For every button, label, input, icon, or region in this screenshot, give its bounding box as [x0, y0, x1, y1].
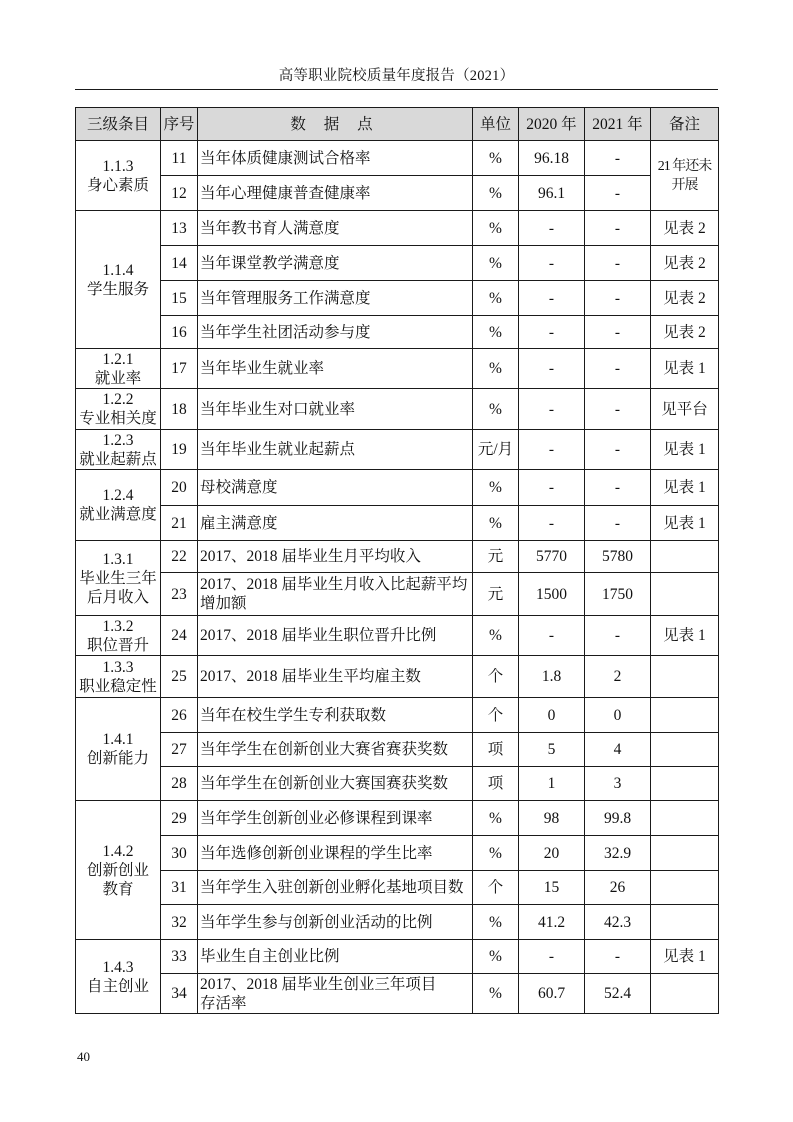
level3-name: 后月收入: [86, 588, 149, 606]
data-point-cell: [198, 389, 473, 430]
remark-cell: [651, 141, 719, 211]
remark-cell: [651, 698, 719, 733]
value-2021: -: [585, 141, 651, 176]
data-point-cell: [198, 176, 473, 211]
value-2021: 42.3: [585, 905, 651, 940]
value-2020: 60.7: [519, 974, 585, 1014]
remark-cell: 见表 1: [651, 506, 719, 541]
table-row: [76, 246, 719, 281]
unit-cell: 个: [473, 656, 519, 698]
value-2021: -: [585, 246, 651, 281]
data-point-text: 当年课堂教学满意度: [200, 254, 340, 272]
level3-code: 1.2.2: [102, 391, 134, 408]
table-row: [76, 801, 719, 836]
data-point-text: 毕业生自主创业比例: [200, 948, 340, 965]
remark-cell: [651, 573, 719, 616]
level3-cell: [76, 470, 161, 541]
row-number: 21: [161, 506, 198, 541]
value-2020: -: [519, 316, 585, 349]
level3-code: 1.1.3: [102, 157, 134, 175]
level3-cell: [76, 698, 161, 801]
row-number: 27: [161, 733, 198, 767]
value-2021: 3: [585, 767, 651, 801]
value-2020: 96.1: [519, 176, 585, 211]
value-2020: -: [519, 616, 585, 656]
remark-cell: [651, 871, 719, 905]
unit-cell: %: [473, 349, 519, 389]
data-point-cell: [198, 974, 473, 1014]
remark-cell: 见表 1: [651, 940, 719, 974]
value-2021: -: [585, 470, 651, 506]
data-point-cell: [198, 573, 473, 616]
data-point-text: 当年体质健康测试合格率: [200, 149, 371, 167]
unit-cell: %: [473, 141, 519, 176]
level3-name: 就业起薪点: [79, 450, 157, 468]
unit-cell: %: [473, 940, 519, 974]
row-number: 34: [161, 974, 198, 1014]
data-point-cell: [198, 541, 473, 573]
value-2021: -: [585, 316, 651, 349]
level3-code: 1.2.3: [102, 431, 134, 449]
table-row: [76, 430, 719, 470]
row-number: 33: [161, 940, 198, 974]
table-row: [76, 281, 719, 316]
level3-cell: [76, 541, 161, 616]
unit-cell: %: [473, 836, 519, 871]
unit-cell: %: [473, 506, 519, 541]
data-point-text: 当年教书育人满意度: [200, 219, 340, 237]
table-header-row: [76, 108, 719, 141]
value-2020: 20: [519, 836, 585, 871]
data-point-text: 雇主满意度: [200, 514, 278, 532]
value-2020: -: [519, 389, 585, 430]
level3-name: 创新创业: [86, 861, 149, 879]
row-number: 24: [161, 616, 198, 656]
table-row: [76, 698, 719, 733]
data-point-cell: [198, 698, 473, 733]
data-point-text: 当年毕业生就业率: [200, 360, 325, 377]
unit-cell: %: [473, 974, 519, 1014]
value-2021: -: [585, 616, 651, 656]
table-row: [76, 836, 719, 871]
value-2020: -: [519, 470, 585, 506]
data-point-cell: [198, 767, 473, 801]
level3-cell: [76, 940, 161, 1014]
col-header-unit: 单位: [473, 108, 519, 141]
level3-name: 创新能力: [86, 750, 149, 767]
row-number: 14: [161, 246, 198, 281]
table-row: [76, 506, 719, 541]
unit-cell: 元: [473, 541, 519, 573]
table-row: [76, 616, 719, 656]
table-row: [76, 141, 719, 176]
data-point-text: 2017、2018 届毕业生职位晋升比例: [200, 627, 437, 644]
table-row: [76, 656, 719, 698]
row-number: 26: [161, 698, 198, 733]
data-point-cell: [198, 905, 473, 940]
value-2021: 99.8: [585, 801, 651, 836]
level3-name: 职业稳定性: [79, 677, 157, 695]
table-row: [76, 871, 719, 905]
data-point-text: 当年学生参与创新创业活动的比例: [200, 913, 433, 931]
table-header: [76, 108, 719, 141]
col-header-level3: 三级条目: [76, 108, 161, 141]
table-row: [76, 470, 719, 506]
data-point-text: 存活率: [200, 994, 247, 1012]
row-number: 18: [161, 389, 198, 430]
remark-text: 开展: [671, 177, 698, 193]
level3-name: 身心素质: [86, 176, 149, 194]
table-row: [76, 940, 719, 974]
value-2021: 26: [585, 871, 651, 905]
unit-cell: 元/月: [473, 430, 519, 470]
col-header-2020: 2020 年: [519, 108, 585, 141]
level3-code: 1.3.3: [102, 658, 134, 676]
remark-cell: 见表 2: [651, 281, 719, 316]
level3-name: 就业率: [94, 369, 142, 387]
level3-name: 职位晋升: [86, 636, 149, 654]
data-point-text: 当年学生在创新创业大赛省赛获奖数: [200, 741, 449, 758]
row-number: 15: [161, 281, 198, 316]
data-point-cell: [198, 349, 473, 389]
remark-cell: 见表 1: [651, 470, 719, 506]
value-2020: 96.18: [519, 141, 585, 176]
row-number: 20: [161, 470, 198, 506]
value-2020: -: [519, 211, 585, 246]
remark-cell: [651, 974, 719, 1014]
remark-cell: 见表 1: [651, 616, 719, 656]
level3-code: 1.2.4: [102, 487, 134, 504]
level3-code: 1.2.1: [102, 350, 134, 368]
row-number: 25: [161, 656, 198, 698]
data-point-cell: [198, 801, 473, 836]
remark-cell: [651, 733, 719, 767]
value-2021: -: [585, 349, 651, 389]
table-row: [76, 733, 719, 767]
data-point-cell: [198, 616, 473, 656]
table-row: [76, 316, 719, 349]
data-point-cell: [198, 211, 473, 246]
row-number: 11: [161, 141, 198, 176]
remark-cell: 见平台: [651, 389, 719, 430]
data-point-text: 当年毕业生对口就业率: [200, 400, 356, 418]
data-point-text: 2017、2018 届毕业生月平均收入: [200, 548, 421, 565]
value-2021: -: [585, 940, 651, 974]
row-number: 31: [161, 871, 198, 905]
level3-cell: [76, 656, 161, 698]
data-point-text: 当年学生在创新创业大赛国赛获奖数: [200, 775, 449, 792]
remark-cell: 见表 1: [651, 430, 719, 470]
value-2020: -: [519, 246, 585, 281]
row-number: 29: [161, 801, 198, 836]
unit-cell: %: [473, 616, 519, 656]
table-row: [76, 176, 719, 211]
data-point-cell: [198, 470, 473, 506]
row-number: 28: [161, 767, 198, 801]
value-2020: -: [519, 349, 585, 389]
value-2021: 5780: [585, 541, 651, 573]
level3-cell: [76, 616, 161, 656]
row-number: 23: [161, 573, 198, 616]
value-2021: -: [585, 389, 651, 430]
data-point-cell: [198, 836, 473, 871]
remark-cell: 见表 1: [651, 349, 719, 389]
data-point-text: 当年学生入驻创新创业孵化基地项目数: [200, 879, 464, 896]
unit-cell: %: [473, 389, 519, 430]
level3-code: 1.3.1: [102, 550, 134, 568]
unit-cell: %: [473, 176, 519, 211]
unit-cell: 项: [473, 733, 519, 767]
unit-cell: 项: [473, 767, 519, 801]
unit-cell: 个: [473, 698, 519, 733]
data-point-cell: [198, 141, 473, 176]
unit-cell: %: [473, 281, 519, 316]
value-2020: 1.8: [519, 656, 585, 698]
level3-code: 1.4.2: [102, 842, 134, 860]
unit-cell: %: [473, 316, 519, 349]
remark-cell: [651, 836, 719, 871]
value-2020: 1500: [519, 573, 585, 616]
data-point-cell: [198, 430, 473, 470]
data-point-text: 当年学生创新创业必修课程到课率: [200, 809, 433, 827]
data-point-text: 2017、2018 届毕业生月收入比起薪平均: [200, 576, 468, 593]
unit-cell: 个: [473, 871, 519, 905]
table-row: [76, 211, 719, 246]
value-2021: -: [585, 430, 651, 470]
data-point-cell: [198, 871, 473, 905]
remark-cell: [651, 767, 719, 801]
value-2020: -: [519, 281, 585, 316]
unit-cell: %: [473, 211, 519, 246]
level3-name: 教育: [102, 880, 134, 898]
value-2021: -: [585, 281, 651, 316]
row-number: 19: [161, 430, 198, 470]
level3-code: 1.4.3: [102, 958, 134, 976]
col-header-2021: 2021 年: [585, 108, 651, 141]
level3-cell: [76, 430, 161, 470]
unit-cell: %: [473, 470, 519, 506]
level3-cell: [76, 211, 161, 349]
table-body: [76, 141, 719, 1014]
row-number: 13: [161, 211, 198, 246]
remark-cell: [651, 541, 719, 573]
value-2021: -: [585, 176, 651, 211]
table-row: [76, 573, 719, 616]
data-point-text: 当年在校生学生专利获取数: [200, 706, 387, 724]
data-point-text: 当年学生社团活动参与度: [200, 323, 371, 341]
value-2021: 4: [585, 733, 651, 767]
table-row: [76, 767, 719, 801]
unit-cell: %: [473, 246, 519, 281]
page-number: 40: [77, 1049, 90, 1064]
level3-name: 毕业生三年: [79, 569, 157, 587]
value-2020: -: [519, 506, 585, 541]
value-2021: 0: [585, 698, 651, 733]
value-2020: -: [519, 940, 585, 974]
unit-cell: %: [473, 801, 519, 836]
row-number: 17: [161, 349, 198, 389]
data-point-text: 当年管理服务工作满意度: [200, 289, 371, 307]
table-row: [76, 349, 719, 389]
unit-cell: 元: [473, 573, 519, 616]
value-2021: 32.9: [585, 836, 651, 871]
remark-cell: 见表 2: [651, 211, 719, 246]
remark-cell: [651, 905, 719, 940]
data-point-text: 2017、2018 届毕业生创业三年项目: [200, 975, 437, 993]
remark-cell: [651, 801, 719, 836]
page-header-title: 高等职业院校质量年度报告（2021）: [278, 68, 515, 84]
remark-cell: [651, 656, 719, 698]
data-point-cell: [198, 316, 473, 349]
level3-code: 1.4.1: [102, 731, 134, 748]
level3-name: 学生服务: [86, 280, 149, 298]
table-row: [76, 905, 719, 940]
value-2021: -: [585, 506, 651, 541]
row-number: 30: [161, 836, 198, 871]
col-header-remark: 备注: [651, 108, 719, 141]
level3-name: 专业相关度: [79, 410, 157, 427]
data-point-cell: [198, 733, 473, 767]
table-row: [76, 389, 719, 430]
level3-code: 1.3.2: [102, 617, 134, 635]
row-number: 16: [161, 316, 198, 349]
level3-cell: [76, 801, 161, 940]
value-2021: 2: [585, 656, 651, 698]
value-2020: 5: [519, 733, 585, 767]
data-point-text: 2017、2018 届毕业生平均雇主数: [200, 668, 421, 685]
unit-cell: %: [473, 905, 519, 940]
data-point-cell: [198, 940, 473, 974]
value-2021: -: [585, 211, 651, 246]
remark-cell: 见表 2: [651, 316, 719, 349]
data-point-text: 当年选修创新创业课程的学生比率: [200, 844, 433, 862]
value-2020: 0: [519, 698, 585, 733]
row-number: 22: [161, 541, 198, 573]
col-header-data-point: 数 据 点: [198, 108, 473, 141]
level3-name: 就业满意度: [79, 506, 157, 523]
level3-code: 1.1.4: [102, 261, 134, 279]
row-number: 12: [161, 176, 198, 211]
table-row: [76, 541, 719, 573]
data-point-text: 当年心理健康普查健康率: [200, 184, 371, 202]
row-number: 32: [161, 905, 198, 940]
remark-text: 21 年还未: [657, 158, 712, 174]
data-point-text: 母校满意度: [200, 479, 278, 496]
level3-cell: [76, 141, 161, 211]
level3-cell: [76, 389, 161, 430]
data-point-cell: [198, 246, 473, 281]
value-2020: 15: [519, 871, 585, 905]
value-2021: 1750: [585, 573, 651, 616]
value-2020: 41.2: [519, 905, 585, 940]
col-header-number: 序号: [161, 108, 198, 141]
value-2020: 5770: [519, 541, 585, 573]
data-point-text: 增加额: [200, 595, 247, 612]
table-row: [76, 974, 719, 1014]
remark-cell: 见表 2: [651, 246, 719, 281]
data-point-text: 当年毕业生就业起薪点: [200, 441, 356, 458]
level3-cell: [76, 349, 161, 389]
value-2020: 98: [519, 801, 585, 836]
level3-name: 自主创业: [86, 977, 149, 995]
value-2020: 1: [519, 767, 585, 801]
value-2020: -: [519, 430, 585, 470]
data-point-cell: [198, 506, 473, 541]
quality-indicator-table: [75, 107, 719, 1014]
value-2021: 52.4: [585, 974, 651, 1014]
header-rule: [75, 89, 718, 90]
data-point-cell: [198, 281, 473, 316]
data-point-cell: [198, 656, 473, 698]
